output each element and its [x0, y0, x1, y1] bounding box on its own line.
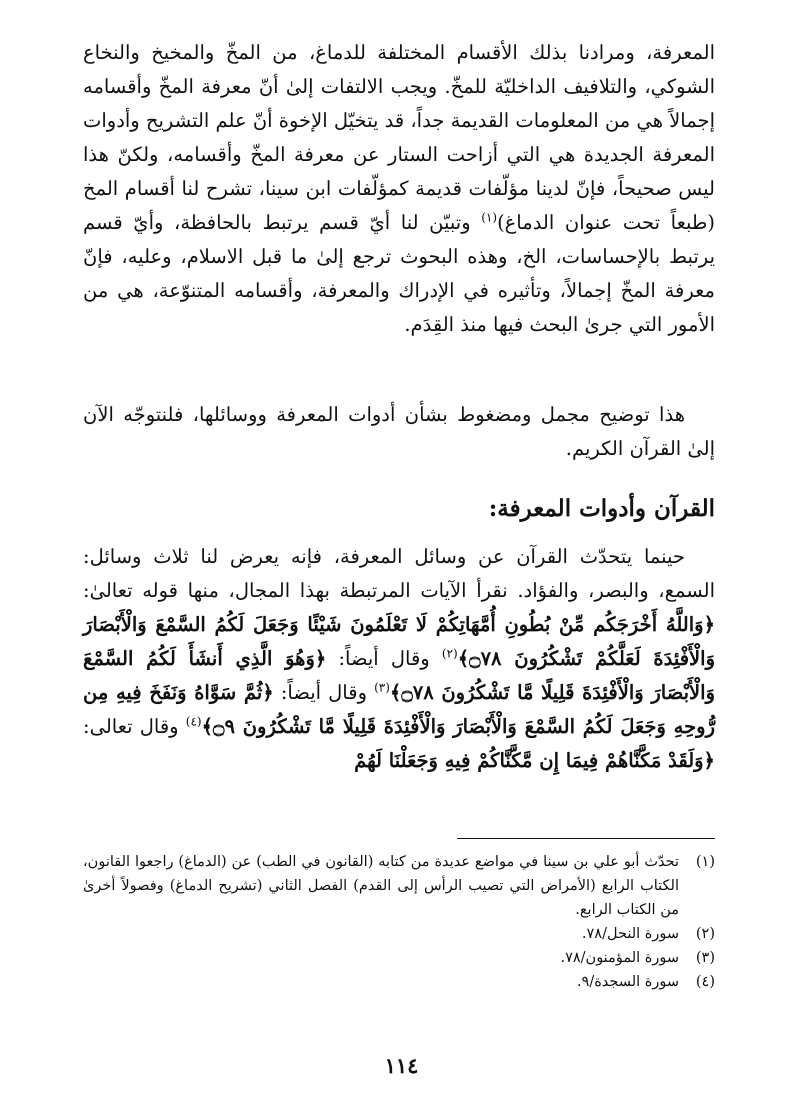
- paragraph-3-link-4: وقال تعالى:: [83, 715, 186, 738]
- footnote-number: (٢): [695, 926, 715, 942]
- paragraph-1: [83, 36, 715, 342]
- footnote-4: [83, 970, 715, 994]
- footnote-1: [83, 850, 715, 922]
- footnotes-list: [83, 850, 715, 994]
- paragraph-1-continuation: وتبيّن لنا أيّ قسم يرتبط بالحافظة، وأيّ قسم يرتبط بالإحساسات، الخ، وهذه البحوث ترجع إلىٰ ما قبل الاسلام، وعليه، فإنّ معرفة المخّ إجمالاً، وتأثيره في الإدراك والمعرفة، وأقسامه المتنوّعة، هي من الأمور التي جرىٰ البحث فيها منذ القِدَم.: [83, 211, 715, 336]
- quran-verse-1: ﴿وَاللَّهُ أَخْرَجَكُم مِّنْ بُطُونِ أُمَّهَاتِكُمْ لَا تَعْلَمُونَ شَيْئًا وَجَعَلَ لَكُمُ السَّمْعَ وَالْأَبْصَارَ وَالْأَفْئِدَةَ لَعَلَّكُمْ تَشْكُرُونَ ۝٧٨﴾: [83, 613, 715, 670]
- footnote-number: (١): [695, 854, 715, 870]
- footnote-ref-1: (١): [481, 210, 498, 225]
- footnote-number: (٤): [695, 974, 715, 990]
- footnote-text: سورة السجدة/٩.: [576, 974, 679, 990]
- quran-verse-2: ﴿وَهُوَ الَّذِي أَنشَأَ لَكُمُ السَّمْعَ وَالْأَبْصَارَ وَالْأَفْئِدَةَ قَلِيلًا مَّا تَشْكُرُونَ ۝٧٨﴾: [83, 647, 716, 704]
- footnote-ref-3: (٣): [374, 680, 390, 695]
- footnote-ref-2: (٢): [441, 646, 458, 661]
- quran-verse-3: ﴿ثُمَّ سَوَّاهُ وَنَفَخَ فِيهِ مِن رُّوحِهِ وَجَعَلَ لَكُمُ السَّمْعَ وَالْأَبْصَارَ وَالْأَفْئِدَةَ قَلِيلًا مَّا تَشْكُرُونَ ۝٩﴾: [83, 681, 716, 738]
- paragraph-2: هذا توضيح مجمل ومضغوط بشأن أدوات المعرفة ووسائلها، فلنتوجّه الآن إلىٰ القرآن الكريم.: [83, 403, 715, 460]
- paragraph-1-text: المعرفة، ومرادنا بذلك الأقسام المختلفة للدماغ، من المخّ والمخيخ والنخاع الشوكي، والتلافيف الداخليّة للمخّ. ويجب الالتفات إلىٰ أنّ معرفة المخّ وأقسامه إجمالاً هي من المعلومات القديمة جداً، قد يتخيّل الإخوة أنّ علم التشريح وأدوات المعرفة الجديدة هي التي أزاحت الستار عن معرفة المخّ وأقسامه، ولكنّ هذا ليس صحيحاً، فإنّ لدينا مؤلّفات قديمة كمؤلّفات ابن سينا، تشرح لنا أقسام المخ (طبعاً تحت عنوان الدماغ): [83, 41, 715, 234]
- paragraph-3-link-3: وقال أيضاً:: [273, 681, 375, 704]
- footnote-text: سورة النحل/٧٨.: [581, 926, 679, 942]
- footnote-text: تحدّث أبو علي بن سينا في مواضع عديدة من كتابه (القانون في الطب) عن (الدماغ) راجعوا القانون، الكتاب الرابع (الأمراض التي تصيب الرأس إلى القدم) الفصل الثاني (تشريح الدماغ) وفصولاً أخرىٰ من الكتاب الرابع.: [83, 854, 679, 918]
- paragraph-3: [83, 540, 715, 778]
- quran-verse-4: ﴿وَلَقَدْ مَكَّنَّاهُمْ فِيمَا إِن مَّكَّنَّاكُمْ فِيهِ وَجَعَلْنَا لَهُمْ: [354, 749, 715, 772]
- footnote-number: (٣): [695, 950, 715, 966]
- footnote-divider: [457, 838, 715, 839]
- page-number: ١١٤: [384, 1053, 419, 1078]
- footnote-text: سورة المؤمنون/٧٨.: [560, 950, 679, 966]
- section-title: القرآن وأدوات المعرفة:: [488, 495, 715, 522]
- footnote-2: [83, 922, 715, 946]
- footnote-3: [83, 946, 715, 970]
- footnote-ref-4: (٤): [185, 714, 202, 729]
- paragraph-3-intro: حينما يتحدّث القرآن عن وسائل المعرفة، فإنه يعرض لنا ثلاث وسائل: السمع، والبصر، والفؤاد. نقرأ الآيات المرتبطة بهذا المجال، منها قوله تعالىٰ:: [83, 545, 715, 602]
- paragraph-3-link-2: وقال أيضاً:: [326, 647, 442, 670]
